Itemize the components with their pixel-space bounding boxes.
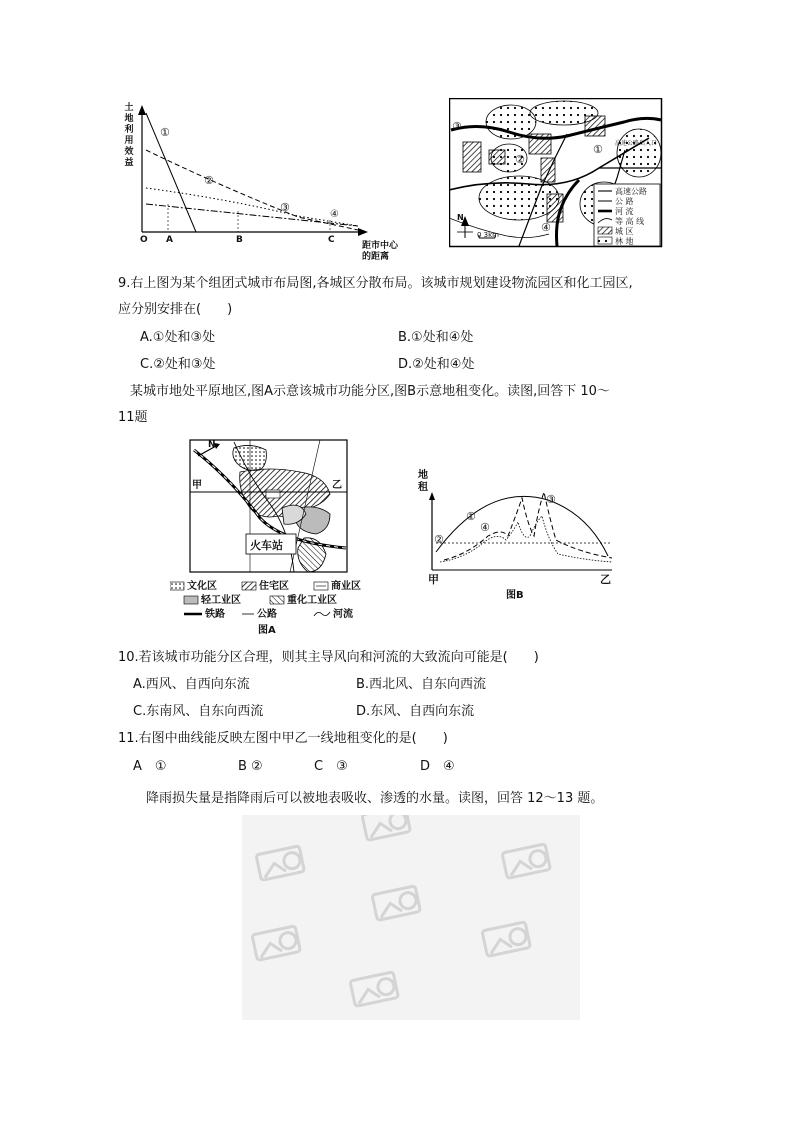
figure-b-land-rent-chart xyxy=(418,470,628,610)
x-axis-label-line2: 的距离 xyxy=(362,252,390,262)
intro-10-11-line1: 某城市地处平原地区,图A示意该城市功能分区,图B示意地租变化。读图,回答下 10～ xyxy=(130,384,610,399)
legend-river-a: 河流 xyxy=(333,609,353,620)
legend-railway: 铁路 xyxy=(205,609,225,620)
functional-zones-map xyxy=(170,438,390,638)
x-tick-a: A xyxy=(166,235,173,245)
scale-label: 0 3km xyxy=(477,231,500,239)
y-axis-label: 土 地 利 用 效 益 xyxy=(124,103,134,168)
figure-a-functional-zones xyxy=(170,438,390,638)
legend-light-industry: 轻工业区 xyxy=(201,595,241,606)
legend-residential: 住宅区 xyxy=(259,581,289,592)
legend-commercial: 商业区 xyxy=(331,581,361,592)
figure-land-benefit-chart xyxy=(118,95,408,265)
curve-b-label-4: ④ xyxy=(480,521,490,534)
yi-label-a: 乙 xyxy=(332,480,342,491)
legend-contour: 等 高 线 xyxy=(615,217,645,226)
land-benefit-plot xyxy=(118,95,408,265)
image-placeholder xyxy=(242,815,580,1020)
placeholder-image-icons xyxy=(242,815,580,1020)
q9-option-a: A.①处和③处 xyxy=(140,330,216,345)
curve-b-label-2: ② xyxy=(434,533,444,546)
legend-road: 公 路 xyxy=(615,197,634,206)
x-axis-label-line1: 距市中心 xyxy=(362,241,399,251)
zone-label-3: ③ xyxy=(452,120,462,133)
x-tick-c: C xyxy=(328,235,335,245)
q9-option-c: C.②处和③处 xyxy=(140,357,216,372)
legend-highway: 高速公路 xyxy=(615,187,647,196)
x-tick-o: O xyxy=(140,235,148,245)
north-label: N xyxy=(457,213,464,222)
curve-label-2: ② xyxy=(204,174,214,187)
jia-label-b: 甲 xyxy=(428,573,439,586)
figure-a-caption: 图A xyxy=(258,625,276,636)
highway-entrance-label: 高速公路出入口 xyxy=(615,140,658,147)
q11-option-c: C ③ xyxy=(314,759,348,774)
intro-10-11-line2: 11题 xyxy=(118,410,148,425)
x-tick-b: B xyxy=(236,235,243,245)
legend-urban: 城 区 xyxy=(615,227,634,236)
figure-city-layout-map xyxy=(449,98,663,248)
q10-option-b: B.西北风、自东向西流 xyxy=(356,677,487,692)
curve-label-4: ④ xyxy=(330,209,339,220)
q9-option-d: D.②处和④处 xyxy=(398,357,475,372)
legend-cultural: 文化区 xyxy=(187,581,217,592)
question-9-line1: 9.右上图为某个组团式城市布局图,各城区分散布局。该城市规划建设物流园区和化工园区, xyxy=(118,276,633,291)
legend-river: 河 流 xyxy=(615,207,634,216)
q10-option-a: A.西风、自西向东流 xyxy=(133,677,250,692)
curve-label-1: ① xyxy=(160,126,170,139)
yi-label-b: 乙 xyxy=(600,573,611,586)
question-10-stem: 10.若该城市功能分区合理，则其主导风向和河流的大致流向可能是( ) xyxy=(118,650,539,665)
curve-b-label-3: ③ xyxy=(546,493,556,506)
intro-12-13: 降雨损失量是指降雨后可以被地表吸收、渗透的水量。读图，回答 12～13 题。 xyxy=(146,791,604,806)
station-label: 火车站 xyxy=(250,539,283,552)
legend-road-a: 公路 xyxy=(257,609,277,620)
curve-label-3: ③ xyxy=(280,201,290,214)
q9-option-b: B.①处和④处 xyxy=(398,330,474,345)
figure-b-caption: 图B xyxy=(506,590,524,601)
q11-option-a: A ① xyxy=(133,759,167,774)
north-label-a: N xyxy=(208,440,216,450)
legend-forest: 林 地 xyxy=(615,237,634,246)
question-9-line2: 应分别安排在( ) xyxy=(118,302,233,317)
legend-heavy-industry: 重化工业区 xyxy=(287,595,337,606)
q10-option-c: C.东南风、自东向西流 xyxy=(133,704,264,719)
q11-option-d: D ④ xyxy=(420,759,455,774)
curve-b-label-1: ① xyxy=(466,510,476,523)
land-rent-plot xyxy=(418,470,628,580)
zone-label-4: ④ xyxy=(541,221,551,234)
q11-option-b: B ② xyxy=(238,759,263,774)
question-11-stem: 11.右图中曲线能反映左图中甲乙一线地租变化的是( ) xyxy=(118,731,448,746)
q10-option-d: D.东风、自西向东流 xyxy=(356,704,475,719)
rent-axis-label-2: 租 xyxy=(418,482,428,493)
jia-label-a: 甲 xyxy=(192,480,202,491)
rent-axis-label: 地 xyxy=(418,470,428,481)
zone-label-2: ② xyxy=(515,153,525,166)
zone-label-1: ① xyxy=(593,143,603,156)
